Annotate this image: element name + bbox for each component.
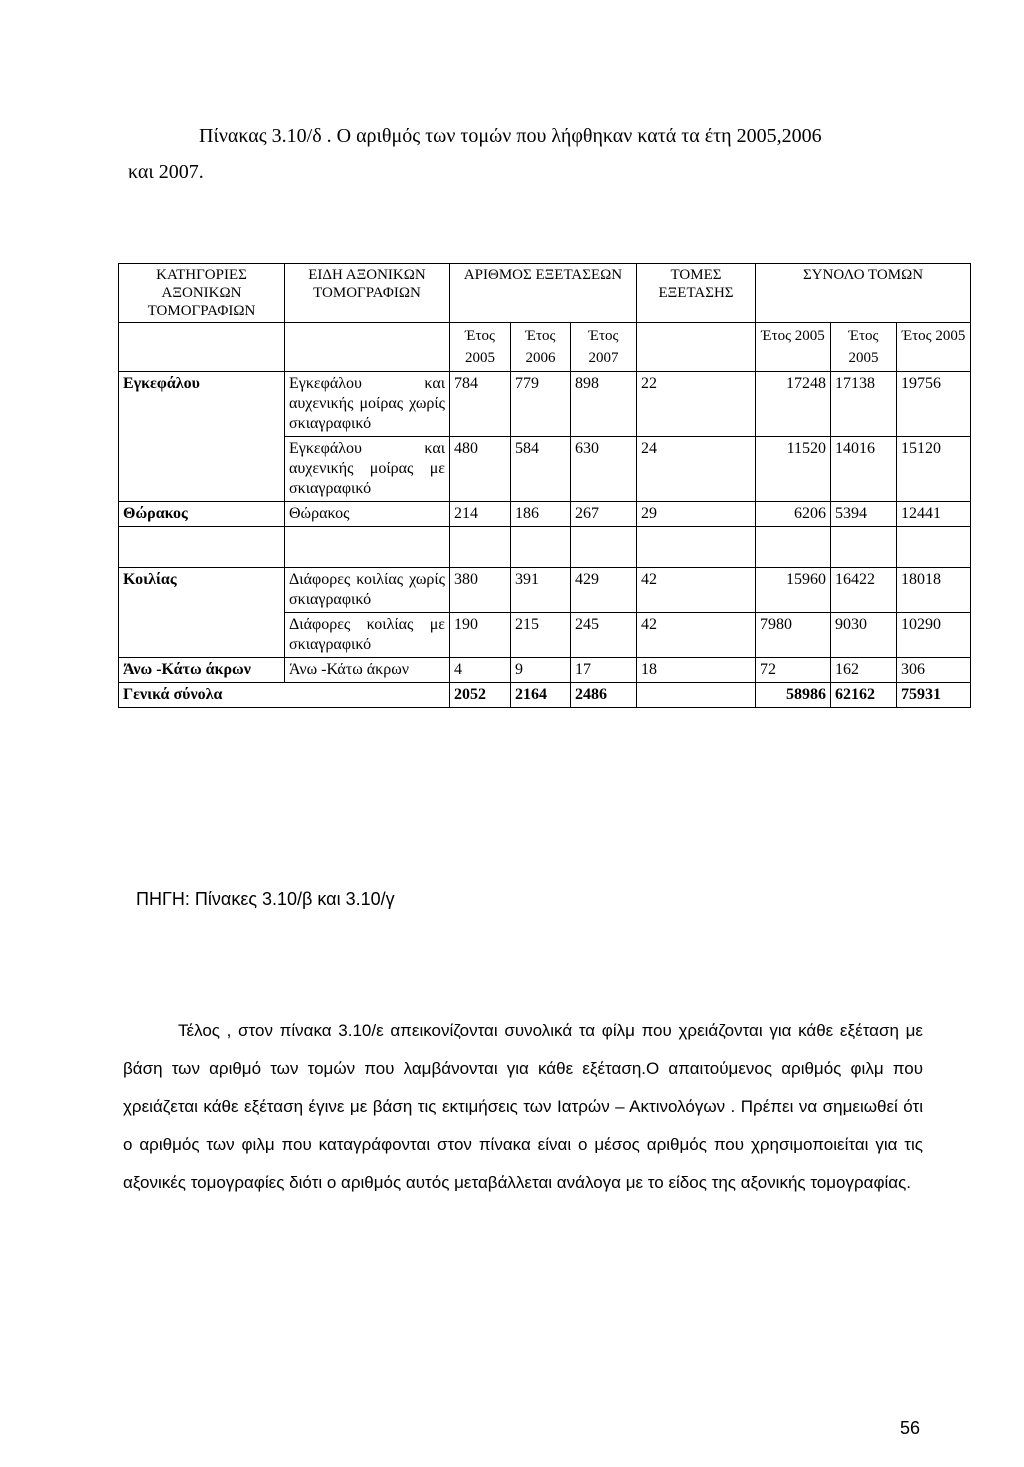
total-slices: 7980 — [756, 613, 831, 658]
total-slices: 12441 — [897, 502, 971, 527]
total-slices: 19756 — [897, 372, 971, 437]
totals-label: Γενικά σύνολα — [119, 683, 450, 708]
total-slices: 162 — [831, 658, 897, 683]
table-source: ΠΗΓΗ: Πίνακες 3.10/β και 3.10/γ — [136, 889, 395, 909]
table-row — [119, 568, 971, 613]
exam-count: 9 — [511, 658, 571, 683]
table-row — [119, 437, 971, 502]
table-caption — [128, 118, 928, 190]
table-row — [119, 658, 971, 683]
type-cell: Εγκεφάλου και αυχενικής μοίρας χωρίς σκιαγραφικό — [285, 372, 450, 437]
total-slices: 15120 — [897, 437, 971, 502]
slices-per-exam: 42 — [637, 613, 756, 658]
type-cell: Διάφορες κοιλίας με σκιαγραφικό — [285, 613, 450, 658]
total-exams: 2164 — [511, 683, 571, 708]
table-row — [119, 502, 971, 527]
header-row — [119, 264, 971, 323]
exam-count: 186 — [511, 502, 571, 527]
type-cell: Διάφορες κοιλίας χωρίς σκιαγραφικό — [285, 568, 450, 613]
total-slices: 16422 — [831, 568, 897, 613]
paragraph-text: Τέλος , στον πίνακα 3.10/ε απεικονίζονται συνολικά τα φίλμ που χρειάζονται για κάθε εξέταση με βάση των αριθμό των τομών που λαμβάνονται για κάθε εξέταση.Ο απαιτούμενος αριθμός φιλμ που χρειάζεται κάθε εξέταση έγινε με βάση τις εκτιμήσεις των Ιατρών – Ακτινολόγων . Πρέπει να σημειωθεί ότι ο αριθμός των φιλμ που καταγράφονται στον πίνακα είναι ο μέσος αριθμός που χρησιμοποιείται για τις αξονικές τομογραφίες διότι ο αριθμός αυτός μεταβάλλεται ανάλογα με το είδος της αξονικής τομογραφίας. — [123, 1021, 923, 1192]
category-cell — [119, 437, 285, 502]
total-slices: 18018 — [897, 568, 971, 613]
empty-cell — [637, 323, 756, 372]
total-slices: 17248 — [756, 372, 831, 437]
exam-count: 214 — [450, 502, 511, 527]
total-slices: 6206 — [756, 502, 831, 527]
caption-line-2: και 2007. — [128, 161, 204, 183]
category-cell: Εγκεφάλου — [119, 372, 285, 437]
exam-count: 267 — [571, 502, 637, 527]
exam-count: 480 — [450, 437, 511, 502]
exam-count: 779 — [511, 372, 571, 437]
table-row — [119, 372, 971, 437]
year-header: Έτος 2007 — [571, 323, 637, 372]
exam-count: 630 — [571, 437, 637, 502]
year-header: Έτος 2005 — [756, 323, 831, 372]
total-slices: 306 — [897, 658, 971, 683]
totals-row — [119, 683, 971, 708]
total-slices: 72 — [756, 658, 831, 683]
category-cell: Άνω -Κάτω άκρων — [119, 658, 285, 683]
exam-count: 429 — [571, 568, 637, 613]
exam-count: 245 — [571, 613, 637, 658]
ct-slices-table — [118, 263, 971, 708]
total-slices: 14016 — [831, 437, 897, 502]
slices-per-exam: 18 — [637, 658, 756, 683]
exam-count: 380 — [450, 568, 511, 613]
table-row — [119, 613, 971, 658]
header-category: ΚΑΤΗΓΟΡΙΕΣ ΑΞΟΝΙΚΩΝ ΤΟΜΟΓΡΑΦΙΩΝ — [119, 264, 285, 323]
caption-line-1: Πίνακας 3.10/δ . Ο αριθμός των τομών που λήφθηκαν κατά τα έτη 2005,2006 — [199, 125, 822, 147]
exam-count: 17 — [571, 658, 637, 683]
year-header: Έτος 2005 — [831, 323, 897, 372]
total-slices: 15960 — [756, 568, 831, 613]
body-paragraph — [123, 1012, 923, 1202]
grand-total-slices: 75931 — [897, 683, 971, 708]
empty-cell — [637, 683, 756, 708]
grand-total-slices: 62162 — [831, 683, 897, 708]
total-exams: 2486 — [571, 683, 637, 708]
exam-count: 190 — [450, 613, 511, 658]
type-cell: Θώρακος — [285, 502, 450, 527]
empty-cell — [285, 323, 450, 372]
category-cell: Θώρακος — [119, 502, 285, 527]
exam-count: 784 — [450, 372, 511, 437]
grand-total-slices: 58986 — [756, 683, 831, 708]
total-slices: 9030 — [831, 613, 897, 658]
slices-per-exam: 24 — [637, 437, 756, 502]
category-cell — [119, 613, 285, 658]
year-header: Έτος 2005 — [897, 323, 971, 372]
total-slices: 5394 — [831, 502, 897, 527]
empty-cell — [119, 323, 285, 372]
page-number: 56 — [900, 1418, 921, 1438]
total-slices: 17138 — [831, 372, 897, 437]
exam-count: 215 — [511, 613, 571, 658]
year-header: Έτος 2005 — [450, 323, 511, 372]
exam-count: 391 — [511, 568, 571, 613]
year-header: Έτος 2006 — [511, 323, 571, 372]
year-header-row — [119, 323, 971, 372]
spacer-row — [119, 527, 971, 568]
header-type: ΕΙΔΗ ΑΞΟΝΙΚΩΝ ΤΟΜΟΓΡΑΦΙΩΝ — [285, 264, 450, 323]
slices-per-exam: 42 — [637, 568, 756, 613]
category-cell: Κοιλίας — [119, 568, 285, 613]
header-total-slices: ΣΥΝΟΛΟ ΤΟΜΩΝ — [756, 264, 971, 323]
type-cell: Άνω -Κάτω άκρων — [285, 658, 450, 683]
exam-count: 584 — [511, 437, 571, 502]
total-exams: 2052 — [450, 683, 511, 708]
total-slices: 10290 — [897, 613, 971, 658]
header-slices-per-exam: ΤΟΜΕΣ ΕΞΕΤΑΣΗΣ — [637, 264, 756, 323]
type-cell: Εγκεφάλου και αυχενικής μοίρας με σκιαγραφικό — [285, 437, 450, 502]
exam-count: 4 — [450, 658, 511, 683]
header-exams: ΑΡΙΘΜΟΣ ΕΞΕΤΑΣΕΩΝ — [450, 264, 637, 323]
slices-per-exam: 29 — [637, 502, 756, 527]
total-slices: 11520 — [756, 437, 831, 502]
slices-per-exam: 22 — [637, 372, 756, 437]
exam-count: 898 — [571, 372, 637, 437]
